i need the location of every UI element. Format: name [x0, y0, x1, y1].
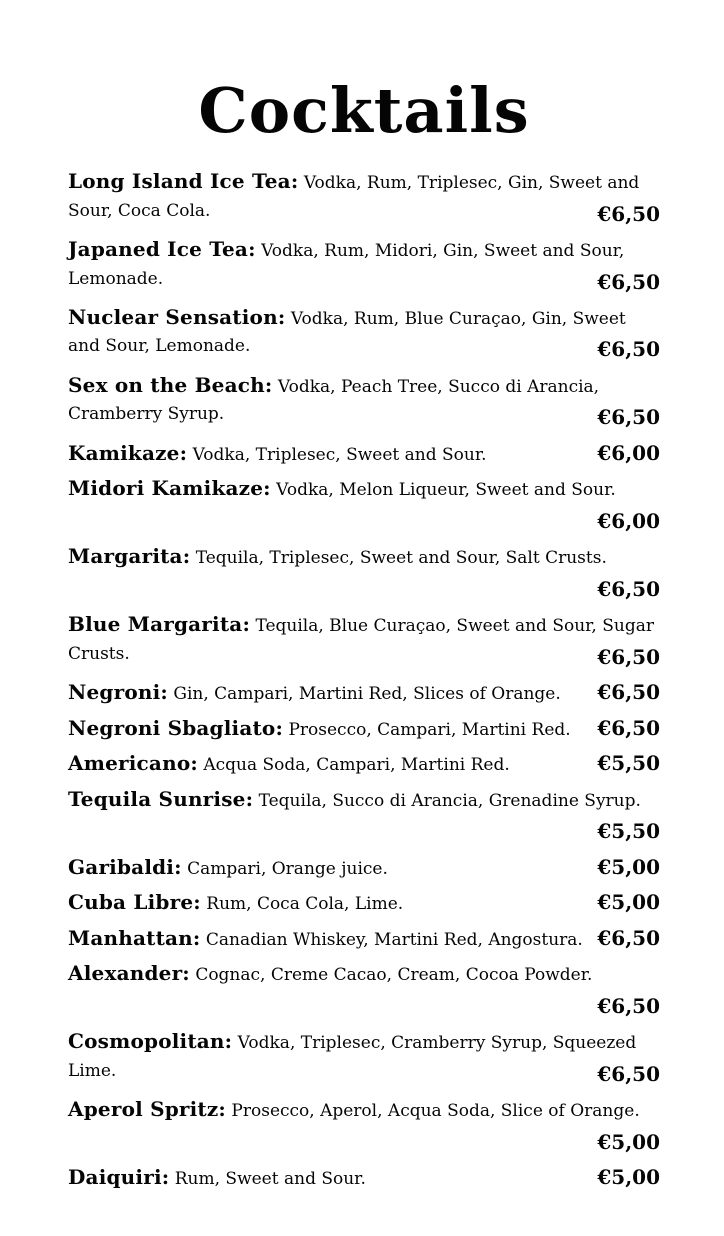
- item-price: €5,50: [597, 819, 660, 844]
- item-ingredients: Acqua Soda, Campari, Martini Red.: [203, 755, 510, 776]
- item-ingredients: Vodka, Peach Tree, Succo di Arancia, Cramberry Syrup.: [68, 376, 600, 425]
- item-price: €6,50: [597, 680, 660, 705]
- item-price: €6,50: [597, 925, 660, 950]
- item-ingredients: Vodka, Triplesec, Sweet and Sour.: [192, 444, 487, 465]
- item-ingredients: Tequila, Triplesec, Sweet and Sour, Salt Crusts.: [195, 548, 607, 569]
- item-name: Aperol Spritz:: [68, 1097, 227, 1122]
- item-ingredients: Vodka, Melon Liqueur, Sweet and Sour.: [276, 480, 616, 501]
- item-name: Long Island Ice Tea:: [68, 169, 299, 194]
- item-price: €5,00: [597, 890, 660, 915]
- menu-item: [68, 540, 660, 605]
- item-name: Margarita:: [68, 544, 191, 569]
- item-price: €5,00: [597, 854, 660, 879]
- item-ingredients: Tequila, Blue Curaçao, Sweet and Sour, Sugar Crusts.: [68, 616, 654, 664]
- item-name: Americano:: [68, 751, 198, 776]
- menu-item: [68, 301, 660, 366]
- item-ingredients: Vodka, Rum, Midori, Gin, Sweet and Sour, Lemonade.: [68, 241, 625, 289]
- item-price: €5,50: [597, 751, 660, 776]
- item-price: €5,00: [597, 1164, 660, 1189]
- item-price: €6,50: [597, 1061, 660, 1086]
- menu-item: [68, 676, 660, 709]
- menu-item: [68, 1025, 660, 1090]
- menu-item: [68, 783, 660, 848]
- menu-item: [68, 437, 660, 470]
- item-price: €6,00: [597, 440, 660, 465]
- item-name: Midori Kamikaze:: [68, 476, 271, 501]
- item-ingredients: Canadian Whiskey, Martini Red, Angostura.: [205, 929, 583, 950]
- item-name: Kamikaze:: [68, 440, 188, 465]
- menu-item: [68, 957, 660, 1022]
- menu-item: [68, 369, 660, 434]
- item-price: €6,50: [597, 337, 660, 362]
- menu-item: [68, 851, 660, 884]
- item-ingredients: Vodka, Rum, Blue Curaçao, Gin, Sweet and Sour, Lemonade.: [68, 308, 626, 357]
- item-ingredients: Vodka, Triplesec, Cramberry Syrup, Squeezed Lime.: [68, 1033, 637, 1081]
- menu-item: [68, 712, 660, 745]
- item-ingredients: Vodka, Rum, Triplesec, Gin, Sweet and Sour, Coca Cola.: [68, 173, 640, 221]
- item-name: Garibaldi:: [68, 854, 182, 879]
- item-name: Sex on the Beach:: [68, 372, 273, 397]
- item-ingredients: Prosecco, Aperol, Acqua Soda, Slice of Orange.: [231, 1101, 640, 1122]
- page-title: Cocktails: [198, 74, 530, 147]
- item-name: Manhattan:: [68, 925, 201, 950]
- item-price: €6,50: [597, 201, 660, 226]
- item-name: Blue Margarita:: [68, 612, 251, 637]
- item-name: Alexander:: [68, 961, 190, 986]
- menu-item: [68, 233, 660, 298]
- item-name: Cuba Libre:: [68, 890, 201, 915]
- item-price: €6,50: [597, 576, 660, 601]
- item-name: Daiquiri:: [68, 1164, 170, 1189]
- item-ingredients: Campari, Orange juice.: [187, 858, 388, 879]
- item-name: Negroni Sbagliato:: [68, 715, 284, 740]
- item-ingredients: Rum, Coca Cola, Lime.: [206, 894, 404, 915]
- item-price: €6,00: [597, 508, 660, 533]
- item-price: €6,50: [597, 405, 660, 430]
- menu-item: [68, 1093, 660, 1158]
- item-name: Negroni:: [68, 680, 168, 705]
- item-name: Nuclear Sensation:: [68, 304, 286, 329]
- menu-item: [68, 165, 660, 230]
- menu-item: [68, 608, 660, 673]
- menu-item: [68, 747, 660, 780]
- item-price: €6,50: [597, 644, 660, 669]
- item-name: Tequila Sunrise:: [68, 786, 254, 811]
- item-price: €6,50: [597, 269, 660, 294]
- menu-item: [68, 472, 660, 537]
- menu-item: [68, 1161, 660, 1194]
- item-name: Japaned Ice Tea:: [68, 237, 256, 262]
- item-price: €6,50: [597, 715, 660, 740]
- item-ingredients: Gin, Campari, Martini Red, Slices of Orange.: [173, 684, 561, 705]
- item-price: €5,00: [597, 1129, 660, 1154]
- item-ingredients: Cognac, Creme Cacao, Cream, Cocoa Powder.: [195, 965, 593, 986]
- item-price: €6,50: [597, 993, 660, 1018]
- item-ingredients: Rum, Sweet and Sour.: [174, 1168, 366, 1189]
- item-name: Cosmopolitan:: [68, 1029, 233, 1054]
- menu-item: [68, 922, 660, 955]
- menu-item: [68, 886, 660, 919]
- item-ingredients: Prosecco, Campari, Martini Red.: [288, 719, 571, 740]
- menu-list: [68, 165, 660, 1193]
- item-ingredients: Tequila, Succo di Arancia, Grenadine Syrup.: [258, 790, 641, 811]
